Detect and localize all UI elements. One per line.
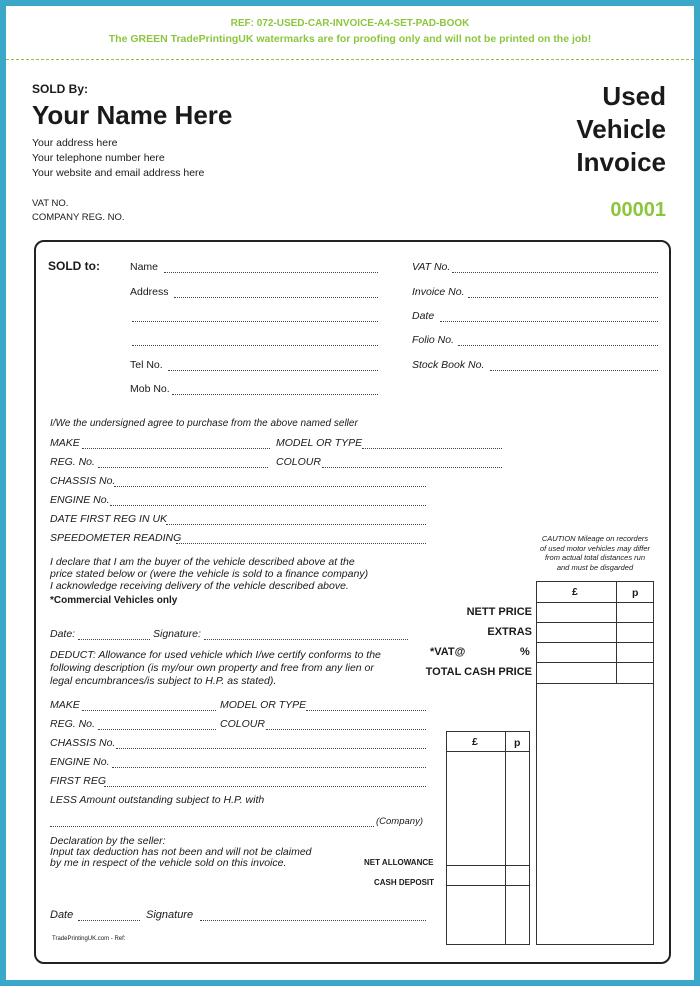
seller-company-reg: COMPANY REG. NO. — [32, 212, 125, 223]
date-label: Date — [412, 310, 435, 322]
title-line2: Vehicle — [576, 114, 666, 144]
allowance-table — [446, 731, 530, 945]
declare-line3: I acknowledge receiving delivery of the vehicle described above. — [50, 580, 349, 592]
buyer-mob-field[interactable] — [172, 394, 378, 395]
allowance-table-divider — [505, 731, 506, 945]
extras-label: EXTRAS — [487, 626, 532, 638]
buyer-signature-field[interactable] — [204, 639, 408, 640]
model-label: MODEL OR TYPE — [276, 437, 363, 449]
chassis-label: CHASSIS No. — [50, 475, 116, 487]
caution-line3: from actual total distances run — [544, 553, 646, 562]
deduct-chassis-field[interactable] — [116, 748, 426, 749]
invoice-title — [576, 80, 666, 179]
make-label: MAKE — [50, 437, 80, 449]
first-reg-label: DATE FIRST REG IN UK — [50, 513, 168, 525]
deduct-colour-field[interactable] — [266, 729, 426, 730]
hp-company-field[interactable] — [50, 826, 374, 827]
invoice-number: 00001 — [610, 199, 666, 221]
engine-label: ENGINE No. — [50, 494, 110, 506]
sold-to-label: SOLD to: — [48, 259, 100, 273]
commercial-note: *Commercial Vehicles only — [50, 595, 178, 606]
total-cash-price-label: TOTAL CASH PRICE — [425, 666, 532, 678]
colour-field[interactable] — [322, 467, 502, 468]
deduct-first-reg-label: FIRST REG — [50, 775, 107, 787]
reg-field[interactable] — [98, 467, 268, 468]
buyer-tel-label: Tel No. — [130, 359, 163, 371]
deduct-reg-label: REG. No. — [50, 718, 95, 730]
deduct-model-field[interactable] — [306, 710, 426, 711]
vat-no-label: VAT No. — [412, 261, 451, 273]
declare-line1: I declare that I am the buyer of the vehicle described above at the — [50, 556, 355, 568]
deduct-line2: following description (is my/our own property and free from any lien or — [50, 662, 374, 674]
seller-date-label: Date — [50, 909, 74, 921]
stock-book-label: Stock Book No. — [412, 359, 485, 371]
stock-book-field[interactable] — [490, 370, 658, 371]
price-pence-header: p — [632, 587, 639, 599]
hp-outstanding-label: LESS Amount outstanding subject to H.P. with — [50, 794, 265, 806]
speedo-field[interactable] — [176, 543, 426, 544]
vat-percent: % — [520, 646, 530, 658]
deduct-make-field[interactable] — [82, 710, 216, 711]
vat-no-field[interactable] — [452, 272, 658, 273]
price-row-line — [536, 662, 654, 663]
seller-signature-label: Signature — [146, 909, 194, 921]
invoice-no-field[interactable] — [468, 297, 658, 298]
deduct-first-reg-field[interactable] — [104, 786, 426, 787]
deduct-engine-label: ENGINE No. — [50, 756, 110, 768]
ref-note: REF: 072-USED-CAR-INVOICE-A4-SET-PAD-BOOK — [230, 18, 470, 29]
deduct-text — [50, 649, 381, 688]
allowance-row-line — [446, 751, 530, 752]
buyer-date-label: Date: — [50, 628, 76, 640]
price-table — [536, 581, 654, 945]
price-row-line — [536, 602, 654, 603]
buyer-date-field[interactable] — [78, 639, 150, 640]
make-field[interactable] — [82, 448, 270, 449]
allowance-pence-header: p — [514, 737, 521, 749]
buyer-signature-label: Signature: — [153, 628, 201, 640]
date-field[interactable] — [440, 321, 658, 322]
buyer-declaration — [50, 556, 368, 592]
sold-by-label: SOLD By: — [32, 82, 89, 96]
allowance-row-line — [446, 865, 530, 866]
seller-web-email: Your website and email address here — [32, 167, 205, 179]
colour-label: COLOUR — [276, 456, 321, 468]
seller-vat: VAT NO. — [32, 198, 69, 209]
engine-field[interactable] — [110, 505, 426, 506]
price-row-line — [536, 622, 654, 623]
watermark-note: The GREEN TradePrintingUK watermarks are for proofing only and will not be printed on the job! — [108, 33, 592, 45]
allowance-pound-header: £ — [472, 736, 478, 748]
deduct-colour-label: COLOUR — [220, 718, 265, 730]
first-reg-field[interactable] — [166, 524, 426, 525]
caution-line4: and must be disgarded — [556, 562, 634, 572]
perforation-line — [6, 59, 694, 60]
company-label: (Company) — [376, 816, 423, 827]
price-row-line — [536, 642, 654, 643]
nett-price-label: NETT PRICE — [466, 606, 532, 618]
seller-date-field[interactable] — [78, 920, 140, 921]
buyer-tel-field[interactable] — [168, 370, 378, 371]
decl-line1: Input tax deduction has not been and will not be claimed — [50, 846, 312, 858]
vat-rate-label: *VAT@ — [430, 646, 466, 658]
deduct-line3: legal encumbrances/is subject to H.P. as stated). — [50, 675, 277, 687]
purchase-intro: I/We the undersigned agree to purchase from the above named seller — [50, 418, 358, 429]
deduct-line1: DEDUCT: Allowance for used vehicle which I/we certify conforms to the — [50, 649, 381, 661]
buyer-mob-label: Mob No. — [130, 383, 170, 395]
price-pound-header: £ — [572, 586, 578, 598]
buyer-address-field-3[interactable] — [132, 345, 378, 346]
speedo-label: SPEEDOMETER READING — [50, 532, 182, 544]
caution-line1: CAUTION Mileage on recorders — [541, 534, 649, 543]
seller-telephone: Your telephone number here — [32, 152, 165, 164]
seller-declaration — [50, 836, 312, 869]
invoice-no-label: Invoice No. — [412, 286, 465, 298]
declare-line2: price stated below or (were the vehicle is sold to a finance company) — [50, 568, 369, 580]
net-allowance-label: NET ALLOWANCE — [364, 858, 434, 867]
invoice-page — [6, 6, 694, 980]
folio-no-label: Folio No. — [412, 334, 455, 346]
seller-name: Your Name Here — [32, 100, 233, 130]
buyer-name-label: Name — [130, 261, 159, 273]
footer-ref: TradePrintingUK.com - Ref: — [52, 936, 126, 942]
cash-deposit-label: CASH DEPOSIT — [374, 878, 435, 887]
buyer-address-field-2[interactable] — [132, 321, 378, 322]
chassis-field[interactable] — [114, 486, 426, 487]
seller-address: Your address here — [32, 137, 118, 149]
deduct-reg-field[interactable] — [98, 729, 216, 730]
title-line3: Invoice — [576, 147, 666, 177]
model-field[interactable] — [362, 448, 502, 449]
seller-signature-field[interactable] — [200, 920, 426, 921]
buyer-name-field[interactable] — [164, 272, 378, 273]
reg-label: REG. No. — [50, 456, 95, 468]
decl-line2: by me in respect of the vehicle sold on this invoice. — [50, 857, 287, 869]
deduct-chassis-label: CHASSIS No. — [50, 737, 116, 749]
deduct-engine-field[interactable] — [112, 767, 426, 768]
caution-line2: of used motor vehicles may differ — [539, 543, 651, 553]
decl-title: Declaration by the seller: — [50, 835, 166, 847]
caution-note — [532, 534, 658, 572]
title-line1: Used — [602, 81, 666, 111]
deduct-make-label: MAKE — [50, 699, 80, 711]
allowance-row-line — [446, 885, 530, 886]
buyer-address-field[interactable] — [174, 297, 378, 298]
deduct-model-label: MODEL OR TYPE — [220, 699, 307, 711]
price-table-divider — [616, 581, 617, 684]
price-row-line — [536, 683, 654, 684]
buyer-address-label: Address — [130, 286, 169, 298]
folio-no-field[interactable] — [458, 345, 658, 346]
